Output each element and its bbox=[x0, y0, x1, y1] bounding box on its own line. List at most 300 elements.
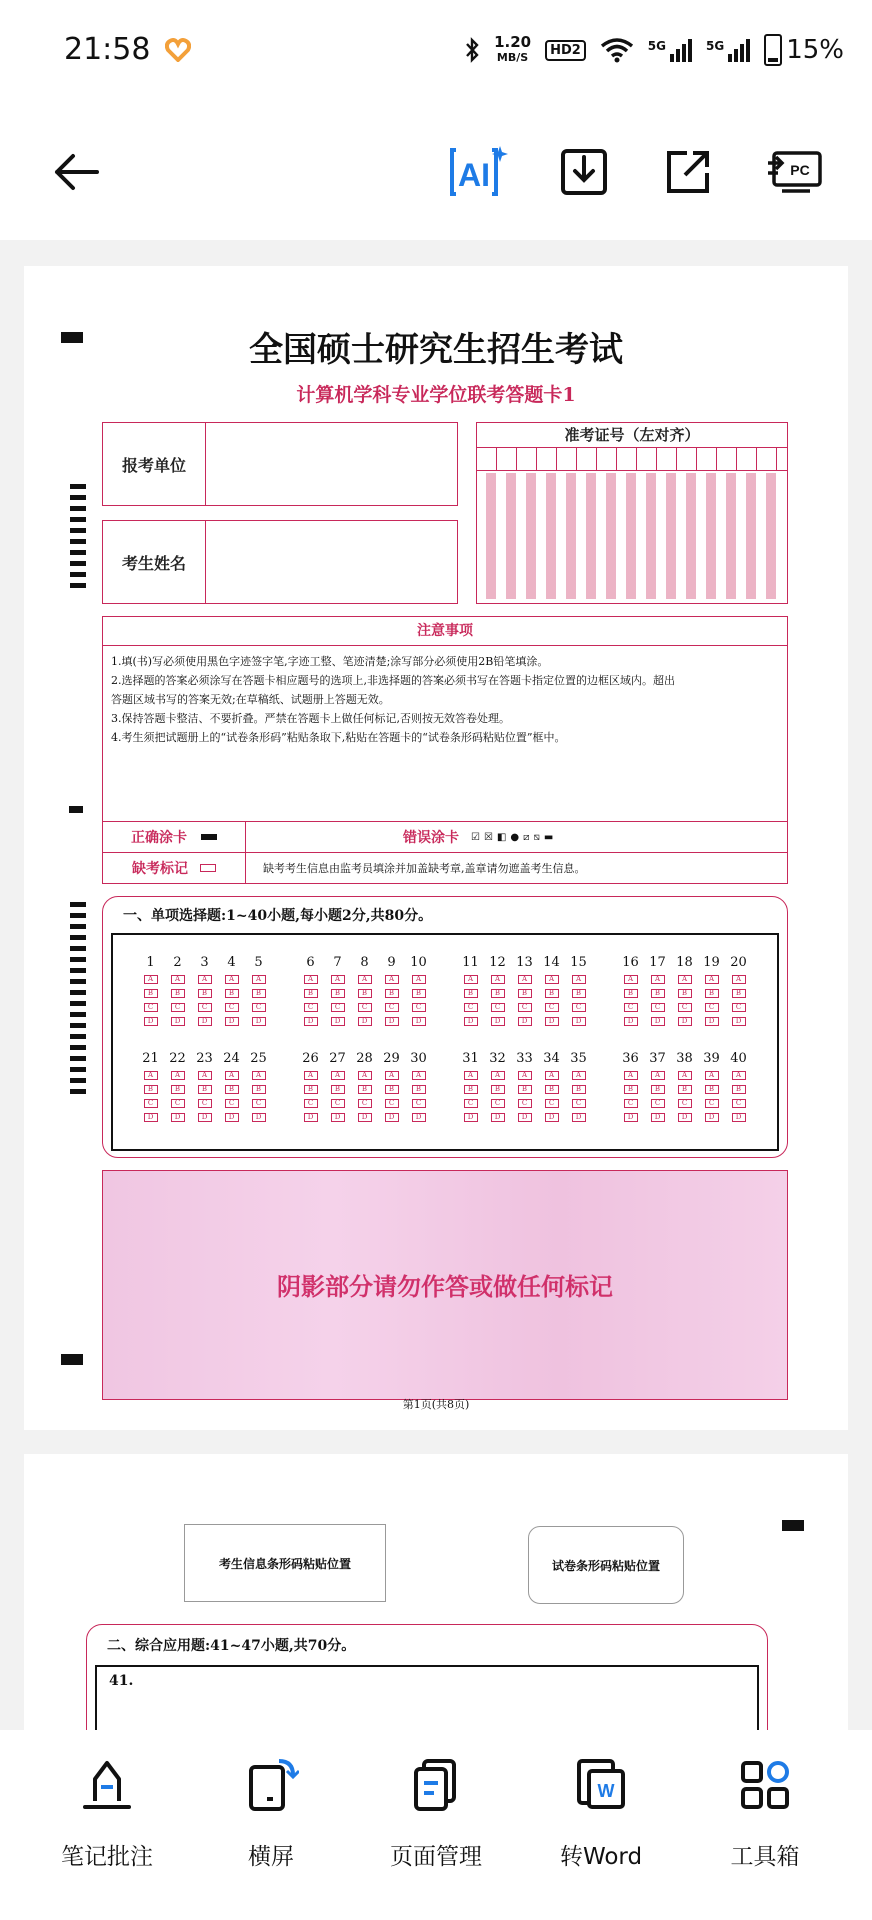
ticket-number-grid bbox=[476, 422, 788, 604]
question-25[interactable] bbox=[245, 1051, 272, 1122]
option-bubble[interactable]: D bbox=[331, 1017, 345, 1026]
option-bubble[interactable]: B bbox=[732, 1085, 746, 1094]
question-number: 30 bbox=[410, 1051, 427, 1066]
question-24[interactable] bbox=[218, 1051, 245, 1122]
wifi-icon bbox=[600, 37, 634, 63]
option-bubble[interactable]: B bbox=[171, 1085, 185, 1094]
option-bubble[interactable]: D bbox=[252, 1113, 266, 1122]
page-2[interactable] bbox=[24, 1454, 848, 1730]
option-bubble[interactable]: D bbox=[225, 1017, 239, 1026]
option-bubble[interactable]: B bbox=[331, 1085, 345, 1094]
option-bubble[interactable]: B bbox=[572, 989, 586, 998]
option-bubble[interactable]: C bbox=[572, 1003, 586, 1012]
option-bubble[interactable]: B bbox=[412, 1085, 426, 1094]
option-bubble[interactable]: D bbox=[705, 1017, 719, 1026]
option-bubble[interactable]: B bbox=[171, 989, 185, 998]
share-button[interactable] bbox=[650, 134, 726, 210]
question-15[interactable] bbox=[565, 955, 592, 1026]
nav-landscape[interactable]: 横屏 bbox=[196, 1750, 346, 1871]
option-bubble[interactable]: C bbox=[385, 1099, 399, 1108]
option-bubble[interactable]: D bbox=[518, 1113, 532, 1122]
option-bubble[interactable]: A bbox=[304, 975, 318, 984]
arrow-left-icon bbox=[51, 152, 101, 192]
answer-area-41 bbox=[95, 1665, 759, 1730]
question-17[interactable] bbox=[644, 955, 671, 1026]
option-bubble[interactable]: B bbox=[304, 1085, 318, 1094]
option-bubble[interactable]: C bbox=[304, 1099, 318, 1108]
option-bubble[interactable]: A bbox=[385, 1071, 399, 1080]
question-1[interactable] bbox=[137, 955, 164, 1026]
option-bubble[interactable]: B bbox=[705, 989, 719, 998]
option-bubble[interactable]: C bbox=[358, 1099, 372, 1108]
option-bubble[interactable]: A bbox=[171, 975, 185, 984]
option-bubble[interactable]: C bbox=[491, 1003, 505, 1012]
option-bubble[interactable]: B bbox=[518, 1085, 532, 1094]
option-bubble[interactable]: D bbox=[304, 1113, 318, 1122]
status-bar bbox=[0, 0, 872, 104]
option-bubble[interactable]: A bbox=[331, 975, 345, 984]
option-bubble[interactable]: C bbox=[358, 1003, 372, 1012]
question-4[interactable] bbox=[218, 955, 245, 1026]
option-bubble[interactable]: B bbox=[358, 1085, 372, 1094]
cast-pc-button[interactable] bbox=[756, 134, 832, 210]
name-label: 考生姓名 bbox=[121, 553, 186, 573]
option-bubble[interactable]: C bbox=[624, 1099, 638, 1108]
option-bubble[interactable]: D bbox=[572, 1017, 586, 1026]
option-bubble[interactable]: A bbox=[651, 1071, 665, 1080]
name-field-box bbox=[102, 520, 458, 604]
question-32[interactable] bbox=[484, 1051, 511, 1122]
question-26[interactable] bbox=[297, 1051, 324, 1122]
option-bubble[interactable]: A bbox=[358, 975, 372, 984]
question-number: 39 bbox=[703, 1051, 720, 1066]
question-40[interactable] bbox=[725, 1051, 752, 1122]
question-30[interactable] bbox=[405, 1051, 432, 1122]
question-number: 33 bbox=[516, 1051, 533, 1066]
option-bubble[interactable]: C bbox=[225, 1003, 239, 1012]
option-bubble[interactable]: C bbox=[545, 1003, 559, 1012]
option-bubble[interactable]: C bbox=[198, 1003, 212, 1012]
paper-barcode-box: 试卷条形码粘贴位置 bbox=[528, 1526, 684, 1604]
shaded-warning-text: 阴影部分请勿作答或做任何标记 bbox=[277, 1273, 613, 1301]
question-number: 32 bbox=[489, 1051, 506, 1066]
option-bubble[interactable]: C bbox=[464, 1099, 478, 1108]
question-39[interactable] bbox=[698, 1051, 725, 1122]
option-bubble[interactable]: D bbox=[385, 1017, 399, 1026]
option-bubble[interactable]: C bbox=[171, 1003, 185, 1012]
option-bubble[interactable]: A bbox=[705, 1071, 719, 1080]
absent-label: 缺考标记 bbox=[132, 861, 188, 877]
question-36[interactable] bbox=[617, 1051, 644, 1122]
option-bubble[interactable]: B bbox=[624, 989, 638, 998]
option-bubble[interactable]: C bbox=[732, 1003, 746, 1012]
option-bubble[interactable]: A bbox=[412, 975, 426, 984]
section2-box bbox=[86, 1624, 768, 1730]
option-bubble[interactable]: C bbox=[171, 1099, 185, 1108]
question-16[interactable] bbox=[617, 955, 644, 1026]
question-20[interactable] bbox=[725, 955, 752, 1026]
option-bubble[interactable]: D bbox=[358, 1017, 372, 1026]
question-11[interactable] bbox=[457, 955, 484, 1026]
option-bubble[interactable]: A bbox=[624, 975, 638, 984]
student-barcode-box: 考生信息条形码粘贴位置 bbox=[184, 1524, 386, 1602]
status-time: 21:58 bbox=[64, 32, 151, 67]
registration-mark bbox=[61, 1354, 83, 1365]
option-bubble[interactable]: D bbox=[198, 1113, 212, 1122]
option-bubble[interactable]: D bbox=[198, 1017, 212, 1026]
question-41-label: 41. bbox=[109, 1673, 134, 1689]
fill-example-row bbox=[102, 821, 788, 853]
question-18[interactable] bbox=[671, 955, 698, 1026]
document-viewer[interactable] bbox=[0, 240, 872, 1730]
option-bubble[interactable]: C bbox=[225, 1099, 239, 1108]
question-number: 37 bbox=[649, 1051, 666, 1066]
svg-text:W: W bbox=[597, 1781, 615, 1801]
question-number: 38 bbox=[676, 1051, 693, 1066]
option-bubble[interactable]: C bbox=[144, 1099, 158, 1108]
option-bubble[interactable]: B bbox=[412, 989, 426, 998]
option-bubble[interactable]: C bbox=[252, 1003, 266, 1012]
option-bubble[interactable]: C bbox=[545, 1099, 559, 1108]
option-bubble[interactable]: C bbox=[331, 1099, 345, 1108]
notes-box bbox=[102, 616, 788, 822]
option-bubble[interactable]: B bbox=[624, 1085, 638, 1094]
option-bubble[interactable]: D bbox=[304, 1017, 318, 1026]
page-footer: 第1页(共8页) bbox=[402, 1398, 470, 1411]
nav-page-manage[interactable]: 页面管理 bbox=[361, 1750, 511, 1871]
option-bubble[interactable]: C bbox=[464, 1003, 478, 1012]
page-1[interactable] bbox=[24, 266, 848, 1430]
toolbox-icon bbox=[737, 1757, 793, 1813]
option-bubble[interactable]: D bbox=[331, 1113, 345, 1122]
absent-note: 缺考考生信息由监考员填涂并加盖缺考章,盖章请勿遮盖考生信息。 bbox=[263, 862, 586, 875]
option-bubble[interactable]: A bbox=[144, 1071, 158, 1080]
unit-label: 报考单位 bbox=[121, 455, 186, 475]
question-13[interactable] bbox=[511, 955, 538, 1026]
question-29[interactable] bbox=[378, 1051, 405, 1122]
option-bubble[interactable]: A bbox=[171, 1071, 185, 1080]
ticket-title: 准考证号（左对齐） bbox=[477, 423, 787, 448]
option-bubble[interactable]: A bbox=[198, 1071, 212, 1080]
option-bubble[interactable]: D bbox=[464, 1017, 478, 1026]
option-bubble[interactable]: D bbox=[412, 1017, 426, 1026]
bottom-nav bbox=[0, 1730, 872, 1920]
question-3[interactable] bbox=[191, 955, 218, 1026]
choice-grid bbox=[111, 933, 779, 1151]
option-bubble[interactable]: A bbox=[732, 1071, 746, 1080]
question-35[interactable] bbox=[565, 1051, 592, 1122]
option-bubble[interactable]: D bbox=[651, 1017, 665, 1026]
option-bubble[interactable]: A bbox=[678, 1071, 692, 1080]
download-button[interactable] bbox=[546, 134, 622, 210]
section1-title: 一、单项选择题:1~40小题,每小题2分,共80分。 bbox=[123, 908, 433, 924]
ai-button[interactable] bbox=[440, 134, 516, 210]
option-bubble[interactable]: D bbox=[545, 1017, 559, 1026]
option-bubble[interactable]: A bbox=[464, 975, 478, 984]
heart-icon bbox=[165, 38, 191, 62]
question-number: 25 bbox=[250, 1051, 267, 1066]
option-bubble[interactable]: A bbox=[518, 975, 532, 984]
question-number: 10 bbox=[410, 955, 427, 970]
option-bubble[interactable]: D bbox=[678, 1017, 692, 1026]
question-number: 31 bbox=[462, 1051, 479, 1066]
option-bubble[interactable]: D bbox=[624, 1017, 638, 1026]
option-bubble[interactable]: C bbox=[705, 1099, 719, 1108]
question-19[interactable] bbox=[698, 955, 725, 1026]
question-10[interactable] bbox=[405, 955, 432, 1026]
question-23[interactable] bbox=[191, 1051, 218, 1122]
option-bubble[interactable]: A bbox=[198, 975, 212, 984]
option-bubble[interactable]: B bbox=[518, 989, 532, 998]
timing-marks bbox=[70, 484, 86, 588]
question-27[interactable] bbox=[324, 1051, 351, 1122]
question-38[interactable] bbox=[671, 1051, 698, 1122]
question-14[interactable] bbox=[538, 955, 565, 1026]
option-bubble[interactable]: C bbox=[491, 1099, 505, 1108]
question-number: 13 bbox=[516, 955, 533, 970]
option-bubble[interactable]: A bbox=[545, 975, 559, 984]
correct-fill-label: 正确涂卡 bbox=[131, 830, 187, 846]
option-bubble[interactable]: B bbox=[144, 1085, 158, 1094]
question-number: 23 bbox=[196, 1051, 213, 1066]
question-33[interactable] bbox=[511, 1051, 538, 1122]
question-5[interactable] bbox=[245, 955, 272, 1026]
option-bubble[interactable]: A bbox=[678, 975, 692, 984]
question-21[interactable] bbox=[137, 1051, 164, 1122]
question-34[interactable] bbox=[538, 1051, 565, 1122]
hd-badge: HD2 bbox=[545, 40, 586, 61]
option-bubble[interactable]: B bbox=[225, 989, 239, 998]
option-bubble[interactable]: B bbox=[651, 1085, 665, 1094]
option-bubble[interactable]: A bbox=[252, 975, 266, 984]
option-bubble[interactable]: D bbox=[545, 1113, 559, 1122]
option-bubble[interactable]: C bbox=[412, 1003, 426, 1012]
option-bubble[interactable]: A bbox=[572, 975, 586, 984]
option-bubble[interactable]: C bbox=[304, 1003, 318, 1012]
registration-mark bbox=[69, 806, 83, 813]
option-bubble[interactable]: A bbox=[464, 1071, 478, 1080]
unit-field-box bbox=[102, 422, 458, 506]
question-number: 29 bbox=[383, 1051, 400, 1066]
option-bubble[interactable]: B bbox=[252, 1085, 266, 1094]
question-number: 28 bbox=[356, 1051, 373, 1066]
option-bubble[interactable]: A bbox=[144, 975, 158, 984]
option-bubble[interactable]: C bbox=[678, 1003, 692, 1012]
question-number: 16 bbox=[622, 955, 639, 970]
nav-to-word[interactable]: W 转Word bbox=[526, 1750, 676, 1871]
option-bubble[interactable]: C bbox=[678, 1099, 692, 1108]
wrong-fill-examples: ☑☒◧●⧄⧅▬ bbox=[471, 831, 558, 843]
question-number: 12 bbox=[489, 955, 506, 970]
option-bubble[interactable]: B bbox=[225, 1085, 239, 1094]
option-bubble[interactable]: B bbox=[678, 1085, 692, 1094]
question-28[interactable] bbox=[351, 1051, 378, 1122]
question-12[interactable] bbox=[484, 955, 511, 1026]
back-button[interactable] bbox=[38, 134, 114, 210]
option-bubble[interactable]: C bbox=[651, 1099, 665, 1108]
question-6[interactable] bbox=[297, 955, 324, 1026]
option-bubble[interactable]: A bbox=[491, 1071, 505, 1080]
question-number: 34 bbox=[543, 1051, 560, 1066]
question-number: 35 bbox=[570, 1051, 587, 1066]
question-9[interactable] bbox=[378, 955, 405, 1026]
option-bubble[interactable]: B bbox=[572, 1085, 586, 1094]
option-bubble[interactable]: D bbox=[464, 1113, 478, 1122]
option-bubble[interactable]: D bbox=[732, 1017, 746, 1026]
option-bubble[interactable]: B bbox=[198, 989, 212, 998]
option-bubble[interactable]: C bbox=[518, 1099, 532, 1108]
option-bubble[interactable]: D bbox=[624, 1113, 638, 1122]
option-bubble[interactable]: A bbox=[732, 975, 746, 984]
question-number: 19 bbox=[703, 955, 720, 970]
question-number: 8 bbox=[360, 955, 369, 970]
option-bubble[interactable]: B bbox=[304, 989, 318, 998]
option-bubble[interactable]: C bbox=[651, 1003, 665, 1012]
option-bubble[interactable]: C bbox=[252, 1099, 266, 1108]
option-bubble[interactable]: A bbox=[358, 1071, 372, 1080]
option-bubble[interactable]: B bbox=[545, 989, 559, 998]
svg-text:PC: PC bbox=[790, 162, 810, 178]
option-bubble[interactable]: D bbox=[705, 1113, 719, 1122]
bluetooth-icon bbox=[464, 37, 480, 63]
question-22[interactable] bbox=[164, 1051, 191, 1122]
pen-annotate-icon bbox=[79, 1757, 135, 1813]
absent-mark-row bbox=[102, 852, 788, 884]
question-number: 5 bbox=[254, 955, 263, 970]
option-bubble[interactable]: D bbox=[572, 1113, 586, 1122]
option-bubble[interactable]: D bbox=[491, 1113, 505, 1122]
option-bubble[interactable]: D bbox=[225, 1113, 239, 1122]
question-number: 24 bbox=[223, 1051, 240, 1066]
nav-annotate[interactable]: 笔记批注 bbox=[32, 1750, 182, 1871]
cast-pc-icon bbox=[764, 147, 824, 197]
option-bubble[interactable]: A bbox=[385, 975, 399, 984]
option-bubble[interactable]: B bbox=[385, 1085, 399, 1094]
option-bubble[interactable]: A bbox=[651, 975, 665, 984]
timing-marks bbox=[70, 902, 86, 1094]
option-bubble[interactable]: C bbox=[705, 1003, 719, 1012]
option-bubble[interactable]: B bbox=[464, 1085, 478, 1094]
option-bubble[interactable]: D bbox=[491, 1017, 505, 1026]
option-bubble[interactable]: D bbox=[358, 1113, 372, 1122]
notes-text: 1.填(书)写必须使用黑色字迹签字笔,字迹工整、笔迹清楚;涂写部分必须使用2B铅笔填涂。 2.选择题的答案必须涂写在答题卡相应题号的选项上,非选择题的答案必须书写在答题卡指定位置的边框区域内。超出 答题区域书写的答案无效;在草稿纸、试题册上答题无效。 3.保持答题卡整洁、不要折叠。严禁在答题卡上做任何标记,否则按无效答卷处理。 4.考生须把试题册上的“试卷条形码”粘贴条取下,粘贴在答题卡的“试卷条形码粘贴位置”框中。 bbox=[111, 655, 675, 744]
option-bubble[interactable]: B bbox=[358, 989, 372, 998]
page-manage-icon bbox=[408, 1757, 464, 1813]
option-bubble[interactable]: B bbox=[331, 989, 345, 998]
option-bubble[interactable]: C bbox=[385, 1003, 399, 1012]
question-8[interactable] bbox=[351, 955, 378, 1026]
option-bubble[interactable]: D bbox=[651, 1113, 665, 1122]
rotate-landscape-icon bbox=[243, 1757, 299, 1813]
signal-sim2: 5G bbox=[706, 39, 750, 62]
svg-text:AI: AI bbox=[458, 157, 490, 193]
option-bubble[interactable]: C bbox=[412, 1099, 426, 1108]
question-31[interactable] bbox=[457, 1051, 484, 1122]
net-speed: 1.20 MB/S bbox=[494, 33, 532, 64]
nav-toolbox[interactable]: 工具箱 bbox=[690, 1750, 840, 1871]
option-bubble[interactable]: A bbox=[225, 975, 239, 984]
option-bubble[interactable]: D bbox=[144, 1113, 158, 1122]
option-bubble[interactable]: D bbox=[732, 1113, 746, 1122]
option-bubble[interactable]: B bbox=[252, 989, 266, 998]
option-bubble[interactable]: C bbox=[331, 1003, 345, 1012]
option-bubble[interactable]: B bbox=[464, 989, 478, 998]
option-bubble[interactable]: D bbox=[518, 1017, 532, 1026]
registration-mark bbox=[782, 1520, 804, 1531]
question-number: 3 bbox=[200, 955, 209, 970]
wrong-fill-label: 错误涂卡 bbox=[403, 830, 459, 846]
question-number: 21 bbox=[142, 1051, 159, 1066]
question-7[interactable] bbox=[324, 955, 351, 1026]
question-number: 9 bbox=[387, 955, 396, 970]
option-bubble[interactable]: C bbox=[198, 1099, 212, 1108]
option-bubble[interactable]: D bbox=[252, 1017, 266, 1026]
option-bubble[interactable]: B bbox=[144, 989, 158, 998]
no-answer-shaded-area bbox=[102, 1170, 788, 1400]
option-bubble[interactable]: B bbox=[385, 989, 399, 998]
option-bubble[interactable]: B bbox=[545, 1085, 559, 1094]
option-bubble[interactable]: B bbox=[651, 989, 665, 998]
question-2[interactable] bbox=[164, 955, 191, 1026]
question-number: 22 bbox=[169, 1051, 186, 1066]
option-bubble[interactable]: C bbox=[572, 1099, 586, 1108]
option-bubble[interactable]: A bbox=[225, 1071, 239, 1080]
option-bubble[interactable]: A bbox=[304, 1071, 318, 1080]
page-title: 全国硕士研究生招生考试 bbox=[249, 330, 623, 370]
question-number: 18 bbox=[676, 955, 693, 970]
option-bubble[interactable]: A bbox=[624, 1071, 638, 1080]
option-bubble[interactable]: B bbox=[491, 1085, 505, 1094]
option-bubble[interactable]: D bbox=[171, 1113, 185, 1122]
question-number: 6 bbox=[306, 955, 315, 970]
question-number: 1 bbox=[146, 955, 155, 970]
option-bubble[interactable]: A bbox=[491, 975, 505, 984]
option-bubble[interactable]: C bbox=[144, 1003, 158, 1012]
option-bubble[interactable]: C bbox=[518, 1003, 532, 1012]
option-bubble[interactable]: A bbox=[252, 1071, 266, 1080]
section1-box bbox=[102, 896, 788, 1158]
option-bubble[interactable]: C bbox=[732, 1099, 746, 1108]
question-number: 15 bbox=[570, 955, 587, 970]
option-bubble[interactable]: D bbox=[678, 1113, 692, 1122]
option-bubble[interactable]: C bbox=[624, 1003, 638, 1012]
option-bubble[interactable]: B bbox=[198, 1085, 212, 1094]
question-number: 14 bbox=[543, 955, 560, 970]
option-bubble[interactable]: D bbox=[412, 1113, 426, 1122]
question-number: 27 bbox=[329, 1051, 346, 1066]
option-bubble[interactable]: A bbox=[412, 1071, 426, 1080]
option-bubble[interactable]: A bbox=[705, 975, 719, 984]
download-icon bbox=[559, 147, 609, 197]
option-bubble[interactable]: A bbox=[518, 1071, 532, 1080]
option-bubble[interactable]: B bbox=[705, 1085, 719, 1094]
option-bubble[interactable]: D bbox=[385, 1113, 399, 1122]
question-number: 11 bbox=[462, 955, 479, 970]
option-bubble[interactable]: B bbox=[491, 989, 505, 998]
question-number: 36 bbox=[622, 1051, 639, 1066]
option-bubble[interactable]: B bbox=[678, 989, 692, 998]
option-bubble[interactable]: B bbox=[732, 989, 746, 998]
signal-sim1: 5G bbox=[648, 39, 692, 62]
option-bubble[interactable]: A bbox=[545, 1071, 559, 1080]
option-bubble[interactable]: A bbox=[331, 1071, 345, 1080]
option-bubble[interactable]: D bbox=[171, 1017, 185, 1026]
option-bubble[interactable]: D bbox=[144, 1017, 158, 1026]
question-number: 40 bbox=[730, 1051, 747, 1066]
question-37[interactable] bbox=[644, 1051, 671, 1122]
question-number: 7 bbox=[333, 955, 342, 970]
option-bubble[interactable]: A bbox=[572, 1071, 586, 1080]
